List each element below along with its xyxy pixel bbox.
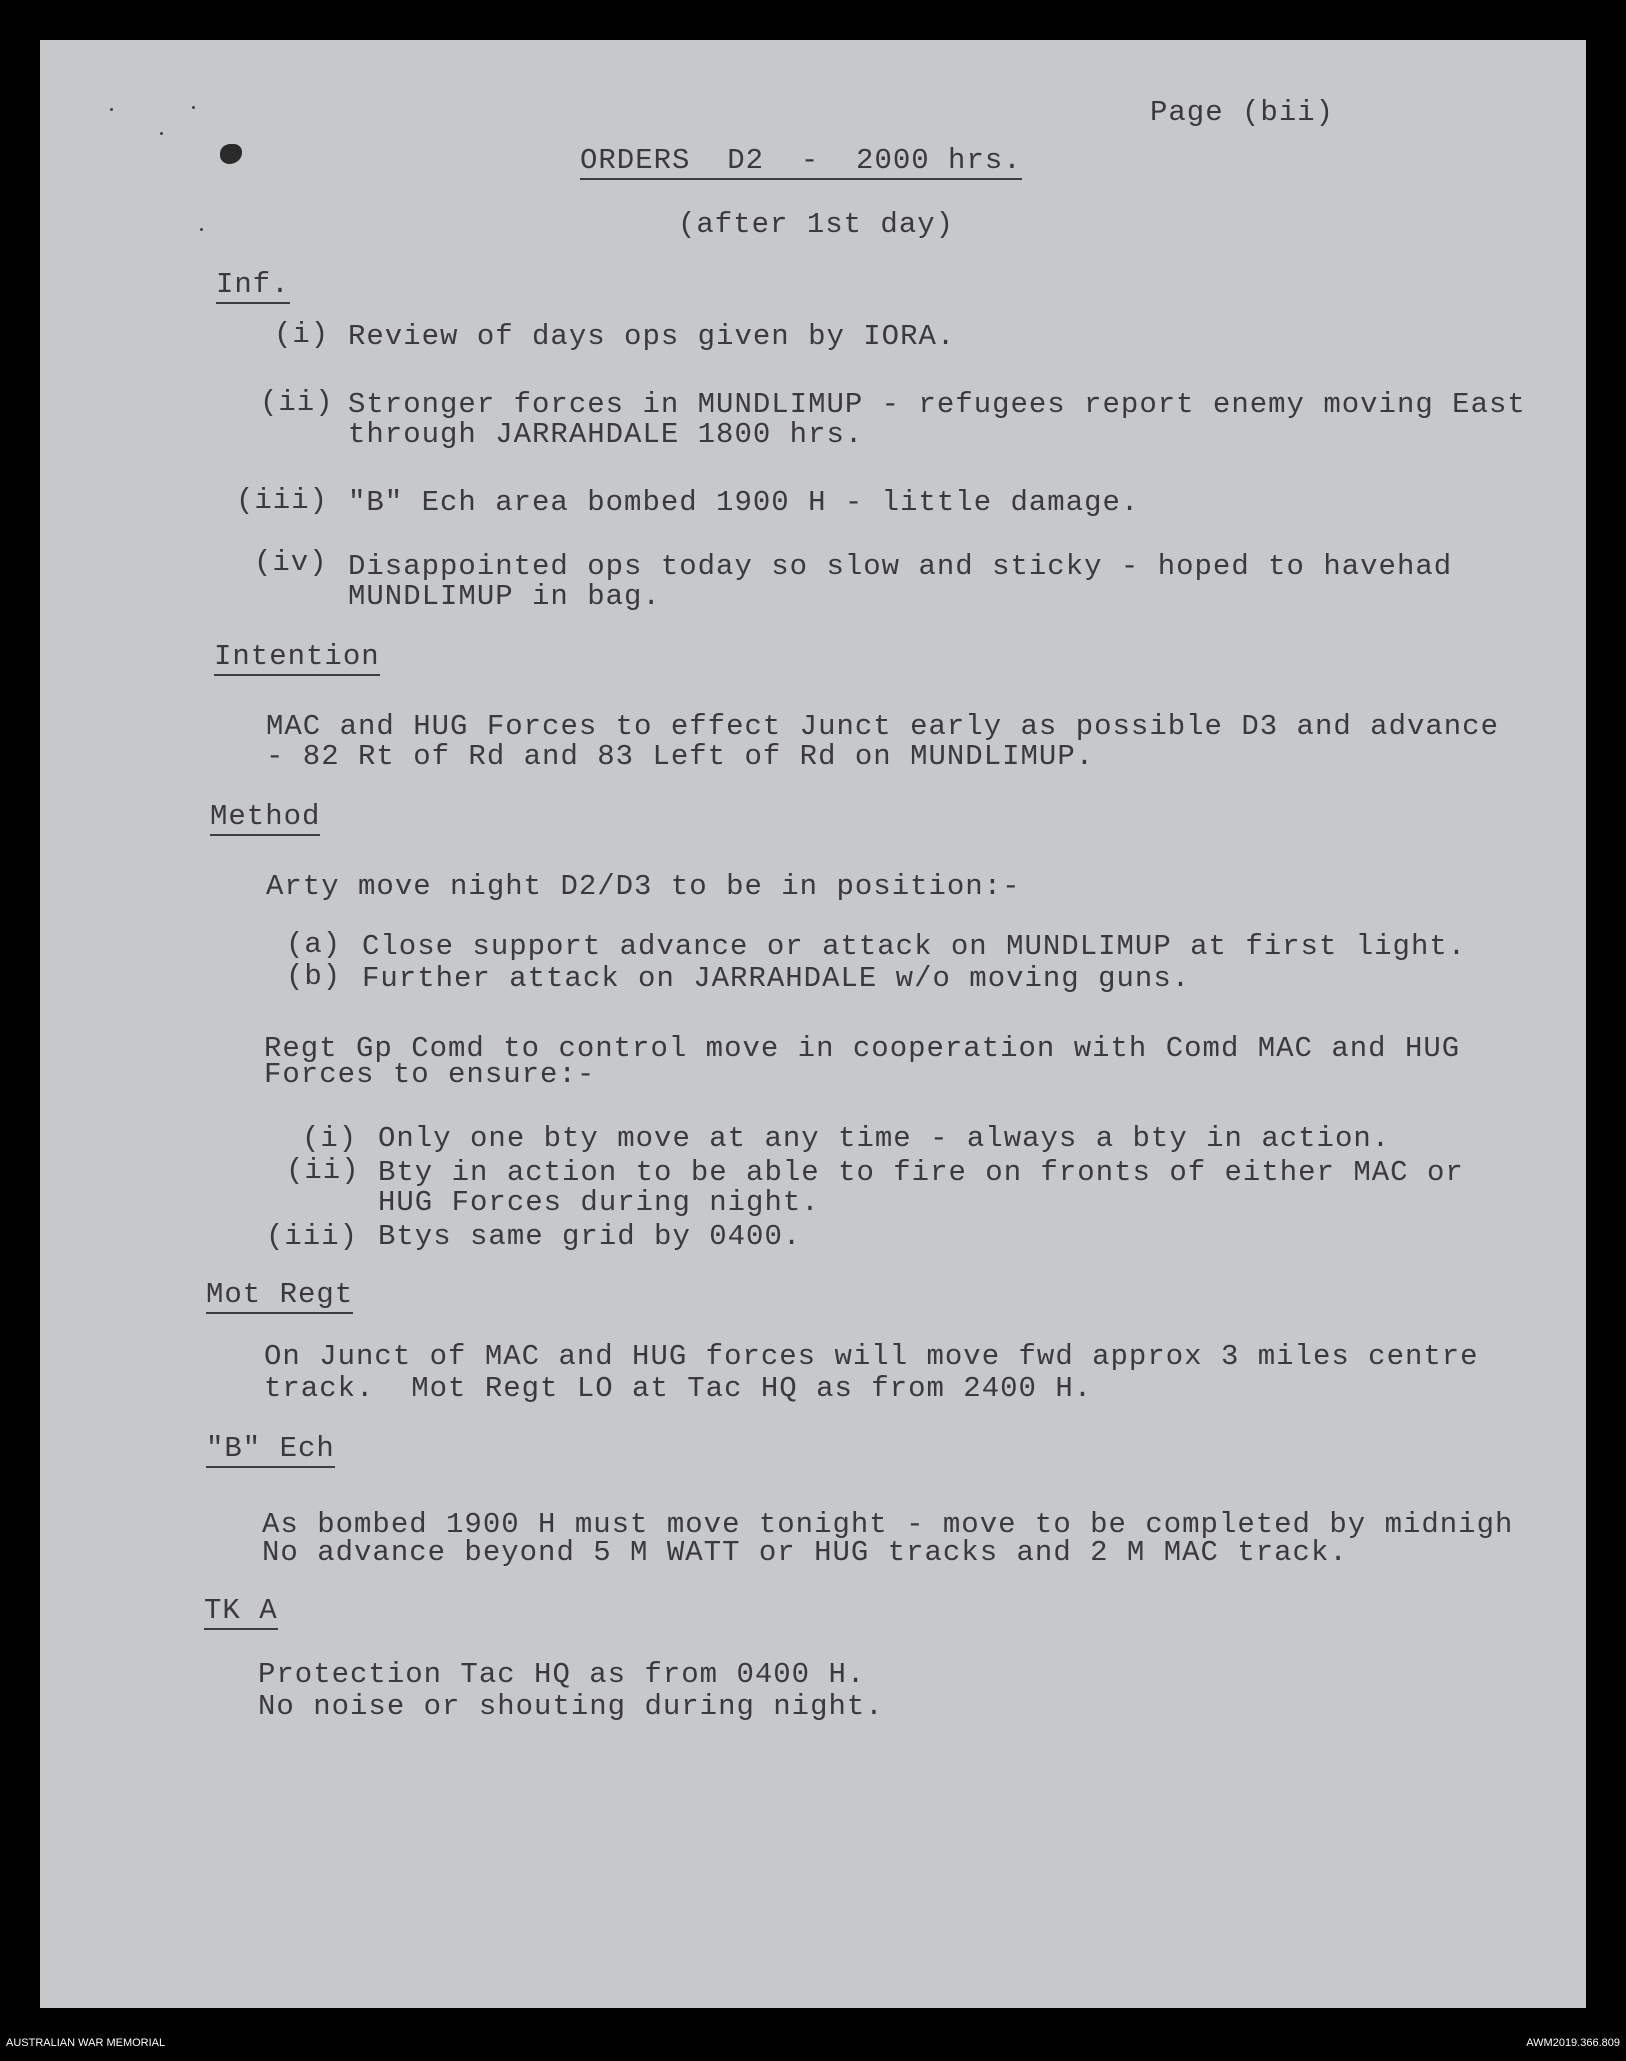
archive-footer [0,2025,1626,2061]
section-heading-b-ech: "B" Ech [206,1434,335,1468]
method-sub-number: (b) [286,960,342,993]
inf-item-number: (iii) [236,484,329,517]
page-title: ORDERS D2 - 2000 hrs. [580,146,1022,180]
intention-text: MAC and HUG Forces to effect Junct early as possible D3 and advance [266,710,1499,743]
ensure-item-text: Btys same grid by 0400. [378,1220,802,1253]
inf-item-text: through JARRAHDALE 1800 hrs. [348,418,864,451]
method-sub-text: Further attack on JARRAHDALE w/o moving guns. [362,962,1191,995]
mot-regt-text: track. Mot Regt LO at Tac HQ as from 2400 H. [264,1372,1093,1405]
inf-item-number: (i) [274,318,330,351]
tk-a-text: Protection Tac HQ as from 0400 H. [258,1658,866,1691]
ensure-item-number: (ii) [286,1154,360,1187]
paper-speck [200,228,203,231]
inf-item-text: MUNDLIMUP in bag. [348,580,661,613]
intention-text: - 82 Rt of Rd and 83 Left of Rd on MUNDLIMUP. [266,740,1095,773]
page-subtitle: (after 1st day) [678,208,955,241]
footer-source: AUSTRALIAN WAR MEMORIAL [6,2037,166,2049]
inf-item-number: (iv) [254,546,328,579]
ensure-item-number: (i) [302,1122,358,1155]
inf-item-text: Stronger forces in MUNDLIMUP - refugees report enemy moving East [348,388,1526,421]
method-sub-text: Close support advance or attack on MUNDLIMUP at first light. [362,930,1467,963]
paper-speck [160,132,163,135]
page-label: Page (bii) [1150,96,1335,129]
b-ech-text: No advance beyond 5 M WATT or HUG tracks and 2 M MAC track. [262,1536,1348,1569]
section-heading-tk-a: TK A [204,1596,278,1630]
mot-regt-text: On Junct of MAC and HUG forces will move fwd approx 3 miles centre [264,1340,1479,1373]
method-intro: Arty move night D2/D3 to be in position:- [266,870,1021,903]
footer-accession: AWM2019.366.809 [1526,2037,1620,2049]
tk-a-text: No noise or shouting during night. [258,1690,884,1723]
paper-speck [192,106,195,109]
method-sub-number: (a) [286,928,342,961]
method-control-text: Regt Gp Comd to control move in cooperation with Comd MAC and HUG [264,1032,1461,1065]
section-heading-mot-regt: Mot Regt [206,1280,353,1314]
section-heading-inf: Inf. [216,270,290,304]
paper-speck [110,108,113,111]
ensure-item-text: Only one bty move at any time - always a bty in action. [378,1122,1391,1155]
inf-item-text: "B" Ech area bombed 1900 H - little damage. [348,486,1140,519]
ensure-item-text: Bty in action to be able to fire on fronts of either MAC or [378,1156,1464,1189]
inf-item-number: (ii) [260,386,334,419]
ensure-item-number: (iii) [266,1220,359,1253]
section-heading-intention: Intention [214,642,380,676]
section-heading-method: Method [210,802,320,836]
method-control-text: Forces to ensure:- [264,1058,596,1091]
b-ech-text: As bombed 1900 H must move tonight - move to be completed by midnigh [262,1508,1514,1541]
inf-item-text: Disappointed ops today so slow and sticky - hoped to havehad [348,550,1453,583]
ensure-item-text: HUG Forces during night. [378,1186,820,1219]
inf-item-text: Review of days ops given by IORA. [348,320,956,353]
